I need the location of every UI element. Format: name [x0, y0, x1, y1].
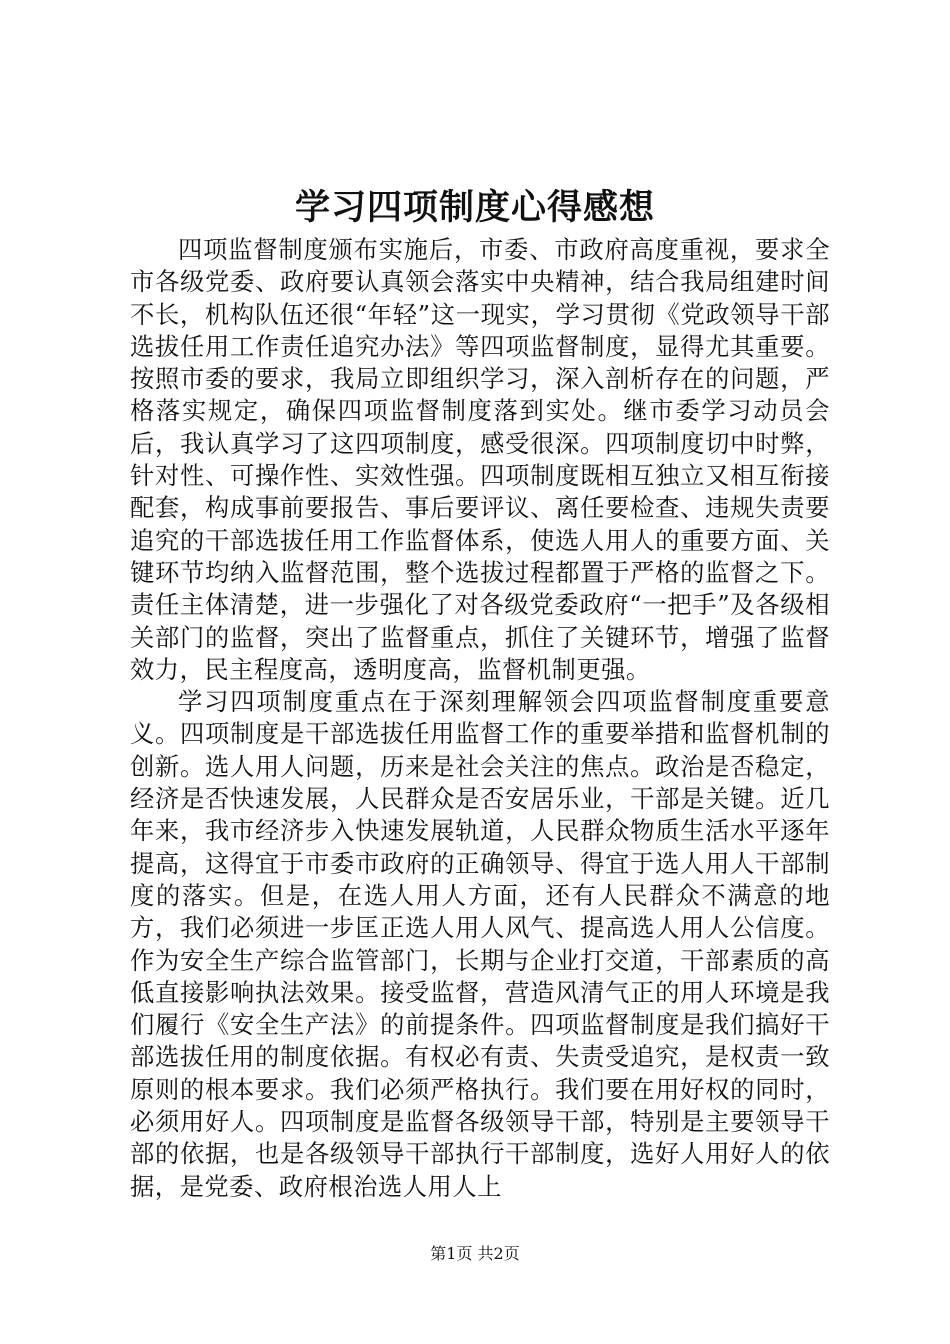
- paragraph-2: 学习四项制度重点在于深刻理解领会四项监督制度重要意义。四项制度是干部选拔任用监督工作的重要举措和监督机制的创新。选人用人问题，历来是社会关注的焦点。政治是否稳定，经济是否快速发展，人民群众是否安居乐业，干部是关键。近几年来，我市经济步入快速发展轨道，人民群众物质生活水平逐年提高，这得宜于市委市政府的正确领导、得宜于选人用人干部制度的落实。但是，在选人用人方面，还有人民群众不满意的地方，我们必须进一步匡正选人用人风气、提高选人用人公信度。作为安全生产综合监管部门，长期与企业打交道，干部素质的高低直接影响执法效果。接受监督，营造风清气正的用人环境是我们履行《安全生产法》的前提条件。四项监督制度是我们搞好干部选拔任用的制度依据。有权必有责、失责受追究，是权责一致原则的根本要求。我们必须严格执行。我们要在用好权的同时，必须用好人。四项制度是监督各级领导干部，特别是主要领导干部的依据，也是各级领导干部执行干部制度，选好人用好人的依据，是党委、政府根治选人用人上: [130, 687, 830, 1201]
- document-title: 学习四项制度心得感想: [294, 187, 655, 228]
- document-body: [130, 234, 830, 1203]
- paragraph-1: 四项监督制度颁布实施后，市委、市政府高度重视，要求全市各级党委、政府要认真领会落实中央精神，结合我局组建时间不长，机构队伍还很“年轻”这一现实，学习贯彻《党政领导干部选拔任用工作责任追究办法》等四项监督制度，显得尤其重要。按照市委的要求，我局立即组织学习，深入剖析存在的问题，严格落实规定，确保四项监督制度落到实处。继市委学习动员会后，我认真学习了这四项制度，感受很深。四项制度切中时弊，针对性、可操作性、实效性强。四项制度既相互独立又相互衔接配套，构成事前要报告、事后要评议、离任要检查、违规失责要追究的干部选拔任用工作监督体系，使选人用人的重要方面、关键环节均纳入监督范围，整个选拔过程都置于严格的监督之下。责任主体清楚，进一步强化了对各级党委政府“一把手”及各级相关部门的监督，突出了监督重点，抓住了关键环节，增强了监督效力，民主程度高，透明度高，监督机制更强。: [130, 235, 830, 684]
- page-number-footer: 第1页 共2页: [430, 1244, 520, 1263]
